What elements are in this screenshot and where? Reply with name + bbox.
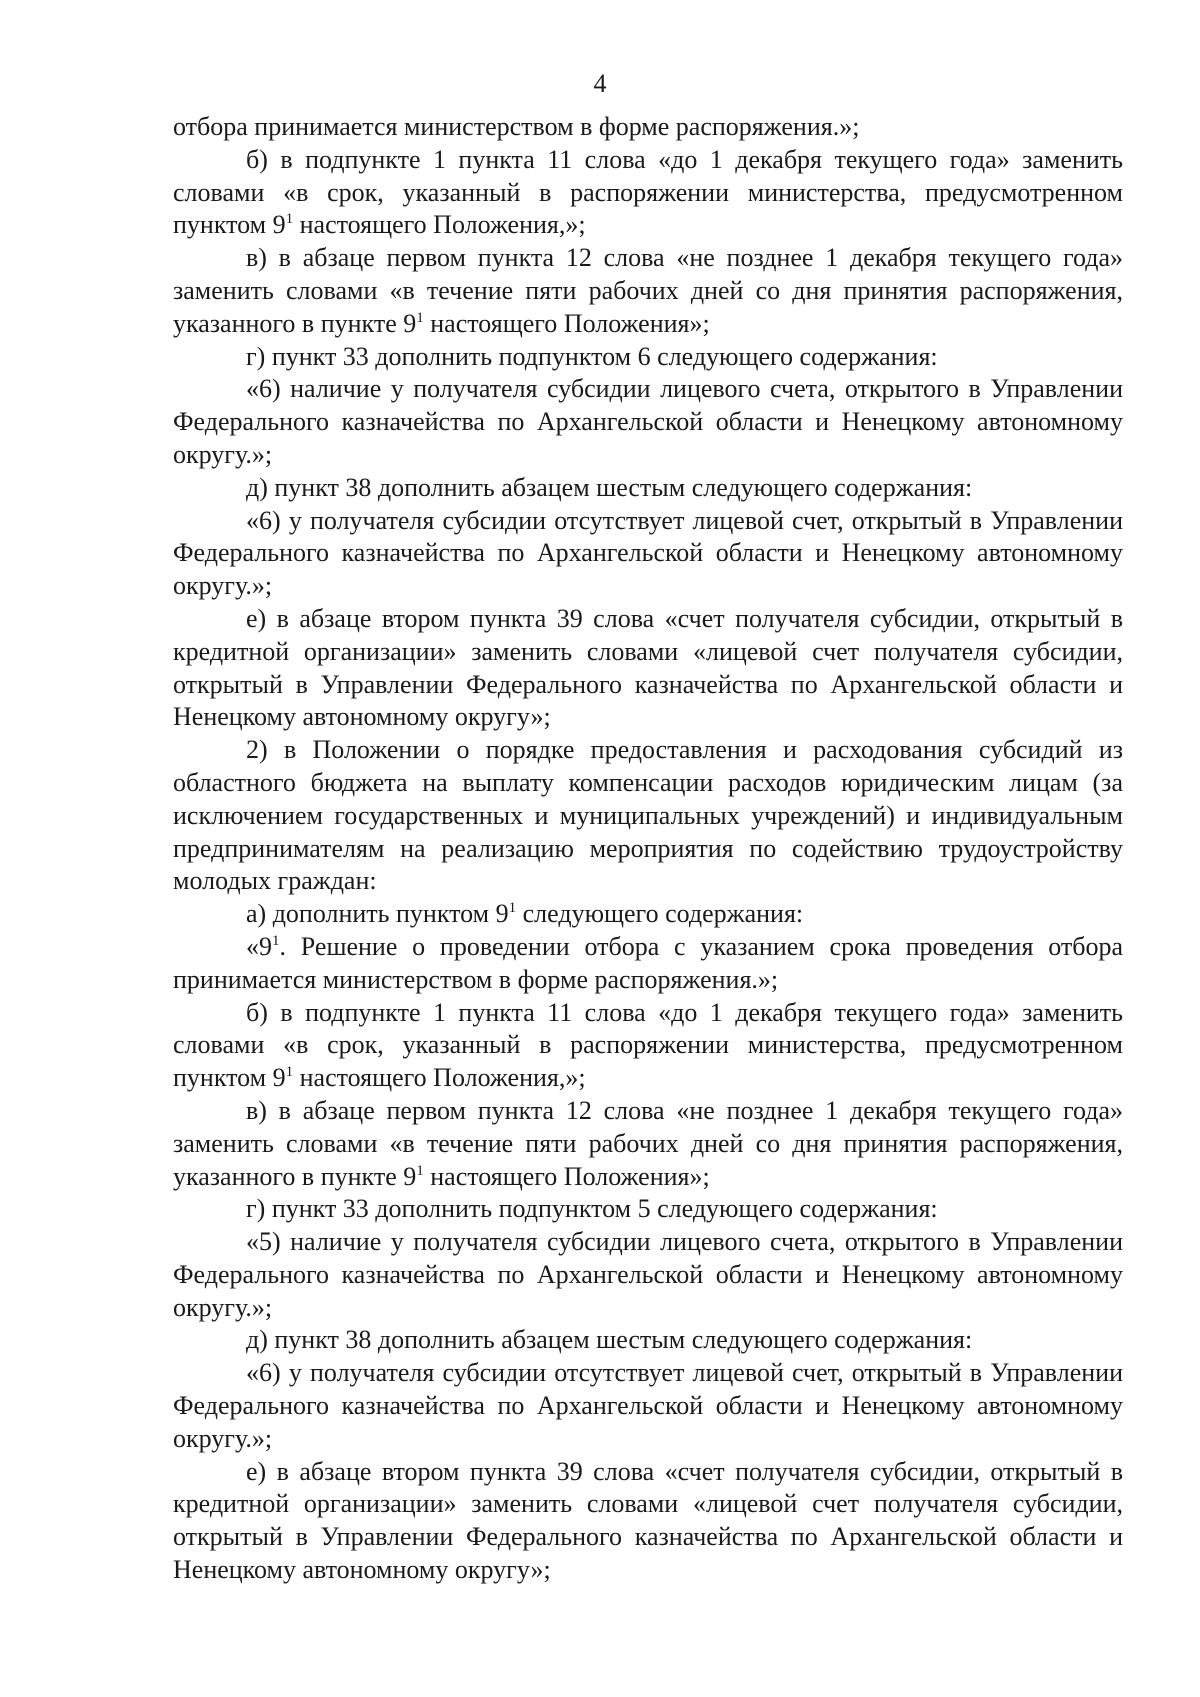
- paragraph-text: настоящего Положения,»;: [293, 210, 586, 240]
- paragraph-text: в) в абзаце первом пункта 12 слова «не позднее 1 декабря текущего года» заменить словами «в течение пяти рабочих дней со дня принятия распоряжения, указанного в пункте 9: [173, 243, 1123, 338]
- paragraph: [173, 931, 1123, 997]
- paragraph-text: г) пункт 33 дополнить подпунктом 6 следующего содержания:: [246, 341, 938, 371]
- paragraph-text: в) в абзаце первом пункта 12 слова «не позднее 1 декабря текущего года» заменить словами «в течение пяти рабочих дней со дня принятия распоряжения, указанного в пункте 9: [173, 1095, 1123, 1191]
- superscript: 1: [508, 900, 517, 917]
- paragraph: [173, 472, 1123, 505]
- paragraph-text: . Решение о проведении отбора с указанием срока проведения отбора принимается министерством в форме распоряжения.»;: [173, 931, 1123, 994]
- paragraph: [173, 242, 1123, 340]
- paragraph: [173, 898, 1123, 931]
- paragraph: [173, 505, 1123, 603]
- paragraph-text: настоящего Положения»;: [423, 1161, 710, 1191]
- paragraph-text: 2) в Положении о порядке предоставления и расходования субсидий из областного бюджета на выплату компенсации расходов юридическим лицам (за исключением государственных и муниципальных учреждений) и индивидуальным предпринимателям на реализацию мероприятия по содействию трудоустройству молодых граждан:: [173, 735, 1123, 896]
- paragraph-text: настоящего Положения,»;: [293, 1063, 586, 1093]
- paragraph: [173, 1456, 1123, 1587]
- paragraph: [173, 111, 1123, 144]
- superscript: 1: [272, 932, 280, 949]
- page-number: 4: [593, 69, 607, 98]
- paragraph-text: б) в подпункте 1 пункта 11 слова «до 1 декабря текущего года» заменить словами «в срок, указанный в распоряжении министерства, предусмотренном пунктом 9: [173, 997, 1123, 1093]
- superscript: 1: [285, 1064, 294, 1081]
- paragraph: [173, 144, 1123, 242]
- paragraph-text: «6) у получателя субсидии отсутствует лицевой счет, открытый в Управлении Федерального казначейства по Архангельской области и Ненецкому автономному округу.»;: [173, 505, 1123, 601]
- paragraph: [173, 1193, 1123, 1226]
- paragraph-text: б) в подпункте 1 пункта 11 слова «до 1 декабря текущего года» заменить словами «в срок, указанный в распоряжении министерства, предусмотренном пунктом 9: [173, 144, 1123, 240]
- superscript: 1: [416, 309, 424, 326]
- paragraph: [173, 1095, 1123, 1193]
- paragraph-text: д) пункт 38 дополнить абзацем шестым следующего содержания:: [246, 1325, 973, 1355]
- paragraph-text: настоящего Положения»;: [423, 308, 710, 338]
- paragraph-text: е) в абзаце втором пункта 39 слова «счет получателя субсидии, открытый в кредитной организации» заменить словами «лицевой счет получателя субсидии, открытый в Управлении Федерального казначейства по Архангельской области и Ненецкому автономному округу»;: [173, 1456, 1123, 1585]
- superscript: 1: [416, 1162, 424, 1179]
- paragraph-text: отбора принимается министерством в форме распоряжения.»;: [173, 112, 860, 141]
- paragraph: [173, 734, 1123, 898]
- paragraph-text: следующего содержания:: [516, 899, 804, 929]
- paragraph-text: «9: [246, 931, 272, 961]
- paragraph-text: д) пункт 38 дополнить абзацем шестым следующего содержания:: [246, 472, 973, 502]
- paragraph-text: «5) наличие у получателя субсидии лицевого счета, открытого в Управлении Федерального казначейства по Архангельской области и Ненецкому автономному округу.»;: [173, 1227, 1123, 1322]
- paragraph: [173, 373, 1123, 471]
- paragraph-text: «6) наличие у получателя субсидии лицевого счета, открытого в Управлении Федерального казначейства по Архангельской области и Ненецкому автономному округу.»;: [173, 374, 1123, 469]
- paragraph: [173, 603, 1123, 734]
- paragraph: [173, 1324, 1123, 1357]
- paragraph: [173, 341, 1123, 374]
- paragraph: [173, 1226, 1123, 1324]
- paragraph-text: г) пункт 33 дополнить подпунктом 5 следующего содержания:: [246, 1194, 938, 1224]
- paragraph-text: «6) у получателя субсидии отсутствует лицевой счет, открытый в Управлении Федерального казначейства по Архангельской области и Ненецкому автономному округу.»;: [173, 1358, 1123, 1453]
- paragraph: [173, 997, 1123, 1095]
- paragraph-text: е) в абзаце втором пункта 39 слова «счет получателя субсидии, открытый в кредитной организации» заменить словами «лицевой счет получателя субсидии, открытый в Управлении Федерального казначейства по Архангельской области и Ненецкому автономному округу»;: [173, 603, 1123, 732]
- superscript: 1: [285, 211, 294, 228]
- document-body: [173, 111, 1123, 1587]
- paragraph-text: а) дополнить пунктом 9: [246, 899, 509, 929]
- paragraph: [173, 1357, 1123, 1455]
